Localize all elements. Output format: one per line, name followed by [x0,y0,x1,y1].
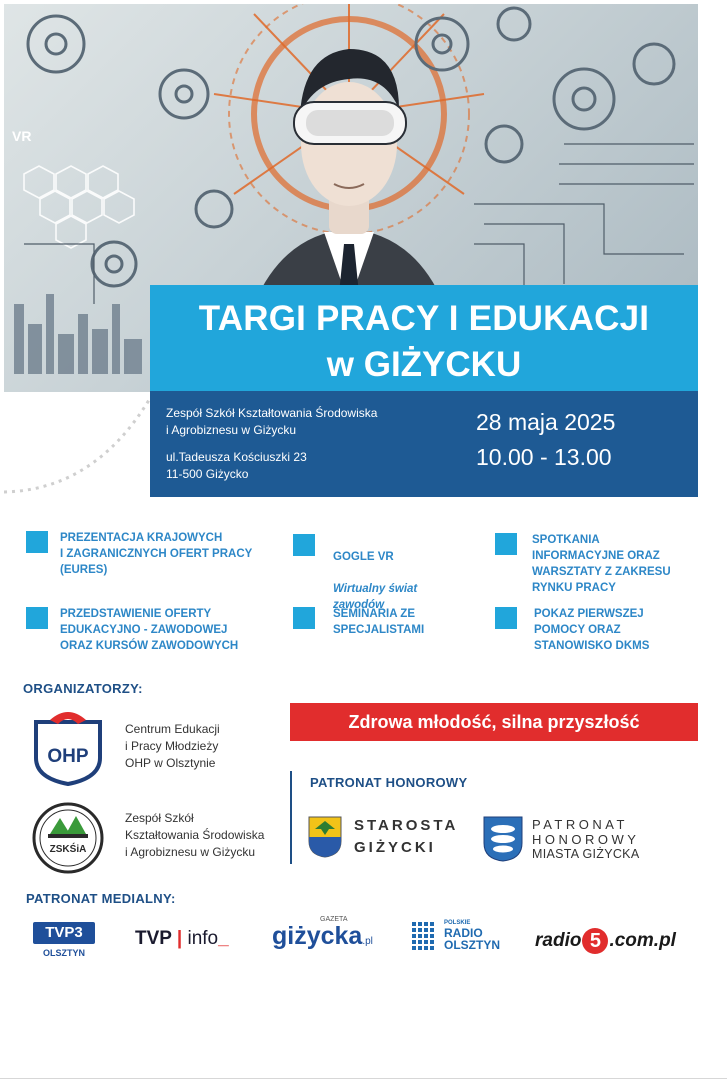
bullet-square [495,607,517,629]
venue-address [166,449,307,483]
venue-name [166,405,377,439]
bullet-square [495,533,517,555]
tvp3-olsztyn-logo [33,922,95,958]
bullet-square [293,534,315,556]
radio5-logo: radio 5 .com.pl [535,930,676,952]
tvp-info-logo: TVP | info_ [135,928,229,949]
vertical-divider [290,771,292,864]
bottom-border [0,1078,727,1079]
feature-education-offer: PRZEDSTAWIENIE OFERTY EDUKACYJNO - ZAWODOWEJ ORAZ KURSÓW ZAWODOWYCH [60,608,239,652]
gazeta-small-text: GAZETA [320,916,348,923]
address-line: ul.Tadeusza Kościuszki 23 [166,450,307,464]
info-band [150,391,698,497]
school-logo [30,800,106,876]
feature-vr-subtitle: Wirtualny świat zawodów [333,583,418,611]
radio-small-text: POLSKIE [444,920,471,926]
radio-line2: OLSZTYN [444,938,500,952]
venue-line: i Agrobiznesu w Giżycku [166,423,297,437]
feature-first-aid: POKAZ PIERWSZEJ POMOCY ORAZ STANOWISKO DKMS [534,608,650,652]
city-patronage-line: PATRONAT [532,817,628,832]
gizycka-wordmark: giżycka.pl [272,922,373,950]
honorary-heading: PATRONAT HONOROWY [310,775,468,790]
gizycko-coat-of-arms [482,815,524,863]
city-patronage-text [532,817,639,862]
bullet-square [293,607,315,629]
venue-line: Zespół Szkół Kształtowania Środowiska [166,406,378,420]
dotted-arc-decoration [4,380,154,500]
feature-eures: PREZENTACJA KRAJOWYCH I ZAGRANICZNYCH OFERT PRACY (EURES) [60,532,253,576]
school-organizer-text: Zespół Szkół Kształtowania Środowiska i Agrobiznesu w Giżycku [125,811,265,859]
ohp-logo-text: OHP [47,746,89,767]
tvp3-logo-text: TVP3 [33,922,95,944]
title-band [150,285,698,391]
city-patronage-line: HONOROWY [532,832,640,847]
organizers-heading: ORGANIZATORZY: [23,681,143,696]
starosta-coat-of-arms [307,815,343,859]
event-title: TARGI PRACY I EDUKACJI [198,299,650,338]
vr-label: VR [12,128,32,144]
event-title-city: w GIŻYCKU [326,345,522,384]
bullet-square [26,531,48,553]
ohp-logo [28,706,108,786]
school-logo-text: ZSKŚiA [49,844,87,855]
feature-seminars: SEMINARIA ZE SPECJALISTAMI [333,608,425,636]
feature-workshops: SPOTKANIA INFORMACYJNE ORAZ WARSZTATY Z ZAKRESU RYNKU PRACY [532,534,671,594]
feature-vr-title: GOGLE VR [333,551,394,563]
event-time: 10.00 - 13.00 [476,444,612,470]
radio-dots-icon [412,922,438,952]
slogan-banner: Zdrowa młodość, silna przyszłość [290,703,698,741]
city-patronage-line: MIASTA GIŻYCKA [532,847,640,861]
event-date: 28 maja 2025 [476,409,616,435]
address-line: 11-500 Giżycko [166,467,249,481]
ohp-organizer-text: Centrum Edukacji i Pracy Młodzieży OHP w Olsztynie [125,722,220,770]
radio-olsztyn-logo [412,920,500,957]
bullet-square [26,607,48,629]
tvp3-city-text: OLSZTYN [43,948,85,958]
starosta-text: STAROSTA GIŻYCKI [354,817,459,856]
radio-line1: RADIO [444,926,483,940]
media-heading: PATRONAT MEDIALNY: [26,891,176,906]
